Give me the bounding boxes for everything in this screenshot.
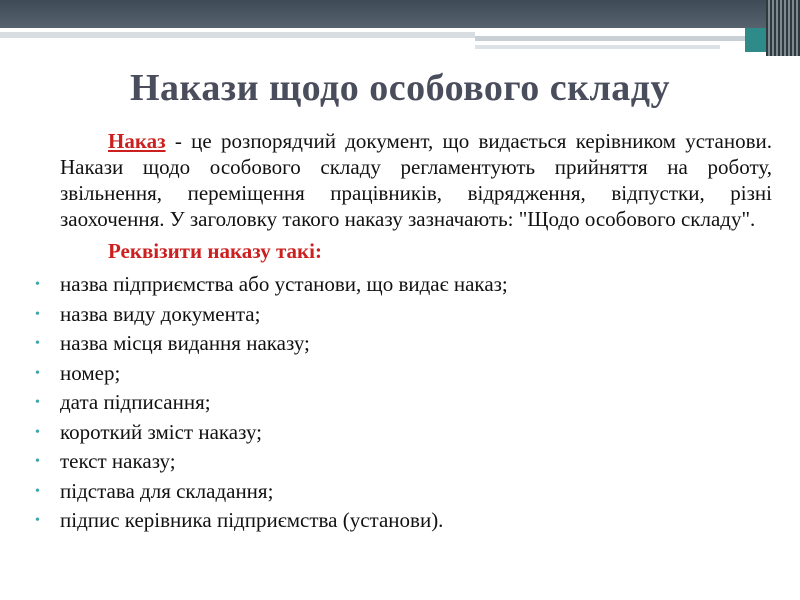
slide-body xyxy=(35,128,772,536)
banner-light-band-3 xyxy=(475,45,720,49)
bullet-icon: • xyxy=(35,424,40,440)
bullet-icon: • xyxy=(35,336,40,351)
list-item-text: назва підприємства або установи, що видає наказ; xyxy=(60,272,508,296)
intro-text: - це розпорядчий документ, що видається керівником установи. Накази щодо особового складу регламентують прийняття на роботу, звільнення, переміщення працівників, відрядження, відпустки, різні заохочення. У заголовку такого наказу зазначають: "Щодо особового складу". xyxy=(60,129,772,231)
header-banner xyxy=(0,0,800,56)
list-item-text: назва місця видання наказу; xyxy=(60,331,310,355)
requisites-heading: Реквізити наказу такі: xyxy=(108,239,322,263)
requisites-list xyxy=(35,270,772,536)
list-item xyxy=(35,418,772,448)
list-item-text: текст наказу; xyxy=(60,449,176,473)
bullet-icon: • xyxy=(35,306,40,322)
bullet-icon: • xyxy=(35,395,40,410)
list-item xyxy=(35,300,772,330)
list-item-text: номер; xyxy=(60,360,121,385)
banner-dark-band xyxy=(0,0,770,28)
bullet-icon: • xyxy=(35,483,40,499)
list-item-text: короткий зміст наказу; xyxy=(60,419,263,444)
banner-light-band xyxy=(0,32,475,38)
list-item-text: підпис керівника підприємства (установи). xyxy=(60,508,444,532)
list-item-text: назва виду документа; xyxy=(60,301,261,326)
intro-paragraph xyxy=(60,128,772,232)
bullet-icon: • xyxy=(35,454,40,469)
bullet-icon: • xyxy=(35,365,40,381)
term-nakaz: Наказ xyxy=(108,129,166,153)
list-item xyxy=(35,359,772,389)
list-item-text: підстава для складання; xyxy=(60,478,274,503)
banner-light-band-2 xyxy=(475,36,770,41)
bullet-icon: • xyxy=(35,513,40,528)
list-item xyxy=(35,447,772,477)
banner-stripes xyxy=(766,0,800,56)
list-item xyxy=(35,477,772,507)
list-item xyxy=(35,270,772,300)
list-item xyxy=(35,388,772,418)
list-item-text: дата підписання; xyxy=(60,390,211,414)
page-title: Накази щодо особового складу xyxy=(129,67,671,109)
list-item xyxy=(35,329,772,359)
bullet-icon: • xyxy=(35,277,40,292)
list-item xyxy=(35,506,772,536)
